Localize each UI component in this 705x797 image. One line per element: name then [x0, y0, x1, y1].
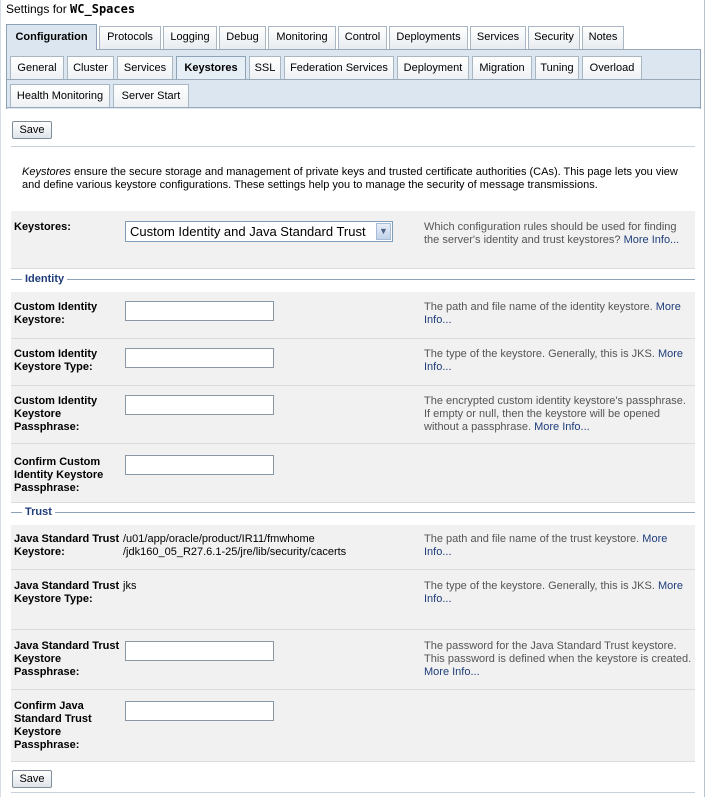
intro-body: ensure the secure storage and management of private keys and trusted certificate authorities (CAs). This page lets you view and define various keystore configurations. These settings help you to manage the security of message transmissions. [22, 166, 678, 191]
trust-keystore-path-line2: /jdk160_05_R27.6.1-25/jre/lib/security/cacerts [123, 546, 347, 558]
top-tab-bar [6, 24, 701, 49]
keystores-more-info-link[interactable]: More Info... [623, 234, 680, 246]
custom-identity-keystore-help [424, 301, 692, 327]
java-standard-trust-keystore-label: Java Standard Trust Keystore: [14, 533, 120, 558]
custom-identity-passphrase-help [424, 395, 692, 434]
save-button-top[interactable]: Save [12, 121, 52, 139]
trust-section-line [11, 512, 695, 513]
tab-deployments[interactable]: Deployments [389, 26, 468, 49]
keystores-row [11, 211, 695, 269]
java-standard-trust-passphrase-more-info-link[interactable]: More Info... [424, 666, 480, 678]
tab-protocols[interactable]: Protocols [99, 26, 161, 49]
tab-monitoring[interactable]: Monitoring [268, 26, 336, 49]
custom-identity-keystore-type-help [424, 348, 692, 374]
java-standard-trust-passphrase-input[interactable] [125, 641, 274, 661]
custom-identity-keystore-type-more-info-link[interactable]: More Info... [424, 348, 684, 373]
identity-section-title: Identity [22, 273, 67, 286]
subtab-services[interactable]: Services [117, 56, 173, 79]
java-standard-trust-keystore-type-more-info-link[interactable]: More Info... [424, 580, 684, 605]
subtab-tuning[interactable]: Tuning [535, 56, 579, 79]
trust-section-header [11, 506, 695, 520]
keystores-select[interactable] [125, 221, 393, 242]
custom-identity-keystore-row [11, 292, 695, 339]
subtab-general[interactable]: General [10, 56, 64, 79]
subtab-server-start[interactable]: Server Start [113, 84, 189, 107]
keystores-label: Keystores: [14, 221, 71, 233]
tab-debug[interactable]: Debug [219, 26, 266, 49]
java-standard-trust-keystore-more-info-link[interactable]: More Info... [424, 533, 668, 558]
page-title-prefix: Settings for [6, 2, 67, 16]
trust-keystore-path-line1: /u01/app/oracle/product/IR11/fmwhome [123, 533, 315, 545]
confirm-custom-identity-passphrase-input[interactable] [125, 455, 274, 475]
custom-identity-passphrase-more-info-link[interactable]: More Info... [534, 421, 590, 433]
page-title [6, 2, 135, 16]
identity-section-line [11, 279, 695, 280]
java-standard-trust-keystore-type-help [424, 580, 692, 606]
java-standard-trust-keystore-type-label: Java Standard Trust Keystore Type: [14, 580, 120, 605]
custom-identity-keystore-more-info-link[interactable]: More Info... [424, 301, 681, 326]
java-standard-trust-keystore-help-text: The path and file name of the trust keystore. [424, 533, 640, 545]
java-standard-trust-keystore-help [424, 533, 692, 559]
confirm-custom-identity-passphrase-row [11, 444, 695, 503]
identity-section-header [11, 273, 695, 287]
tab-control[interactable]: Control [338, 26, 387, 49]
custom-identity-keystore-label: Custom Identity Keystore: [14, 301, 98, 326]
java-standard-trust-passphrase-help-text: The password for the Java Standard Trust keystore. This password is defined when the keystore is created. [424, 640, 692, 665]
custom-identity-keystore-type-help-text: The type of the keystore. Generally, this is JKS. [424, 348, 655, 360]
tab-notes[interactable]: Notes [582, 26, 624, 49]
subtab-deployment[interactable]: Deployment [397, 56, 469, 79]
toolbar-divider [11, 146, 695, 147]
java-standard-trust-keystore-type-help-text: The type of the keystore. Generally, this is JKS. [424, 580, 655, 592]
java-standard-trust-keystore-row [11, 525, 695, 570]
custom-identity-keystore-type-label: Custom Identity Keystore Type: [14, 348, 98, 373]
subtab-ssl[interactable]: SSL [249, 56, 281, 79]
custom-identity-passphrase-label: Custom Identity Keystore Passphrase: [14, 395, 98, 433]
tab-logging[interactable]: Logging [163, 26, 217, 49]
subtab-overload[interactable]: Overload [582, 56, 642, 79]
custom-identity-keystore-type-input[interactable] [125, 348, 274, 368]
custom-identity-keystore-type-row [11, 339, 695, 386]
custom-identity-passphrase-row [11, 386, 695, 444]
java-standard-trust-passphrase-label: Java Standard Trust Keystore Passphrase: [14, 640, 120, 678]
subtab-migration[interactable]: Migration [472, 56, 532, 79]
server-name: WC_Spaces [70, 2, 136, 16]
confirm-java-standard-trust-passphrase-row [11, 690, 695, 762]
custom-identity-keystore-input[interactable] [125, 301, 274, 321]
java-standard-trust-keystore-type-value: jks [123, 580, 137, 592]
subtab-cluster[interactable]: Cluster [67, 56, 114, 79]
tab-security[interactable]: Security [528, 26, 580, 49]
keystores-help-text: Which configuration rules should be used for finding the server's identity and trust keystores? [424, 221, 677, 246]
subtab-row2-divider [7, 107, 700, 108]
subtab-federation-services[interactable]: Federation Services [284, 56, 394, 79]
intro-emphasis: Keystores [22, 166, 71, 178]
sub-tab-area [6, 50, 701, 109]
bottom-divider [11, 792, 695, 793]
confirm-custom-identity-passphrase-label: Confirm Custom Identity Keystore Passphrase: [14, 456, 104, 494]
subtab-row1-divider [7, 79, 700, 80]
custom-identity-passphrase-input[interactable] [125, 395, 274, 415]
java-standard-trust-passphrase-row [11, 630, 695, 690]
custom-identity-passphrase-help-text: The encrypted custom identity keystore's passphrase. If empty or null, then the keystore will be opened without a passphrase. [424, 395, 686, 433]
intro-text [22, 166, 686, 192]
save-button-bottom[interactable]: Save [12, 770, 52, 788]
keystores-help [424, 221, 692, 247]
tab-configuration[interactable]: Configuration [6, 24, 97, 50]
subtab-keystores[interactable]: Keystores [176, 56, 246, 79]
custom-identity-keystore-help-text: The path and file name of the identity keystore. [424, 301, 653, 313]
subtab-health-monitoring[interactable]: Health Monitoring [10, 84, 110, 107]
keystores-selected-value: Custom Identity and Java Standard Trust [130, 224, 366, 239]
confirm-java-standard-trust-passphrase-input[interactable] [125, 701, 274, 721]
java-standard-trust-keystore-value [123, 533, 346, 559]
java-standard-trust-keystore-type-row [11, 570, 695, 630]
java-standard-trust-passphrase-help [424, 640, 692, 679]
tab-services[interactable]: Services [470, 26, 526, 49]
trust-section-title: Trust [22, 506, 55, 519]
chevron-down-icon[interactable]: ▼ [376, 223, 391, 240]
confirm-java-standard-trust-passphrase-label: Confirm Java Standard Trust Keystore Passphrase: [14, 700, 92, 751]
